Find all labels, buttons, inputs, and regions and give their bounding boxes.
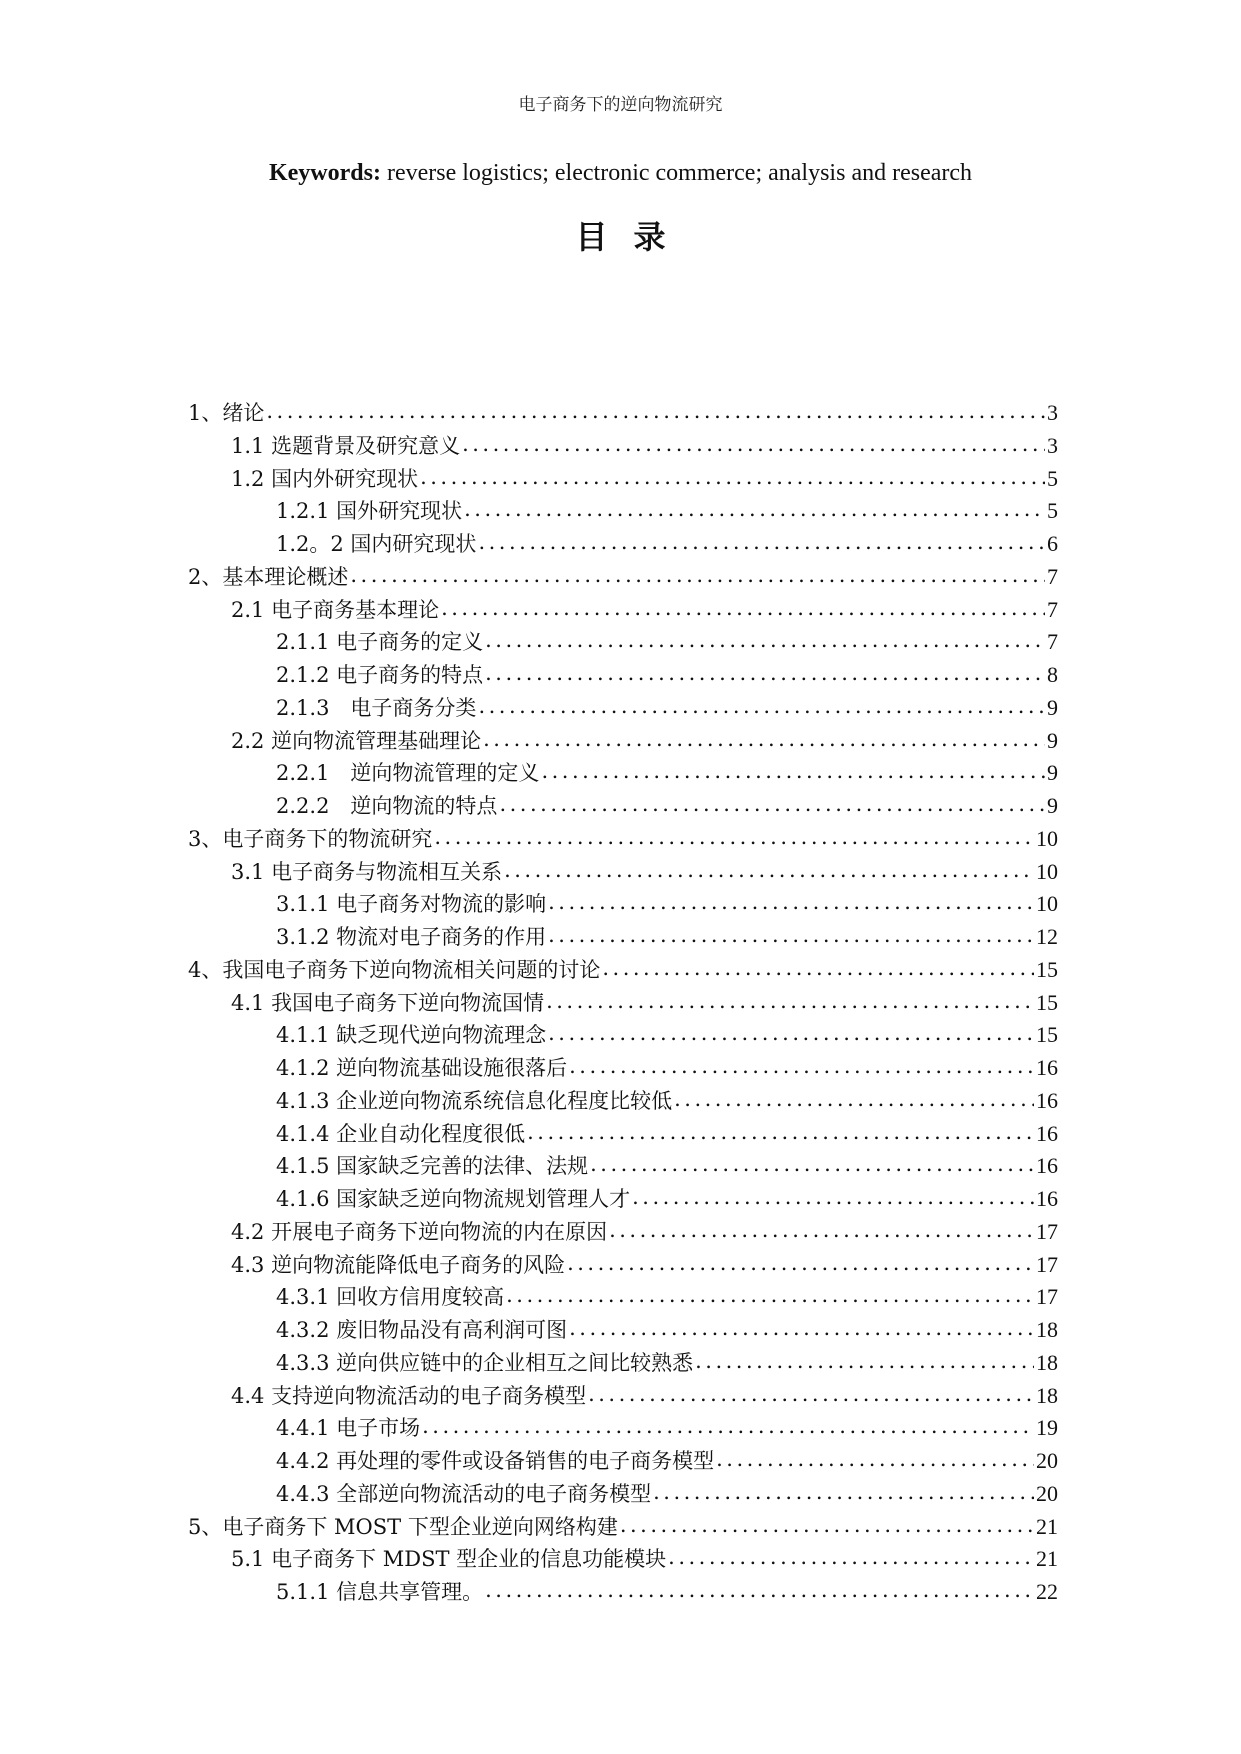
toc-entry-label: 3.1.1 电子商务对物流的影响 xyxy=(276,892,547,917)
toc-entry-page-number: 19 xyxy=(1036,1415,1058,1441)
toc-entry-label: 4.3.1 回收方信用度较高 xyxy=(276,1285,505,1310)
toc-dot-leader xyxy=(504,858,1034,882)
toc-dot-leader xyxy=(548,923,1034,947)
toc-dot-leader xyxy=(569,1316,1034,1340)
toc-entry[interactable] xyxy=(188,1314,1058,1347)
toc-dot-leader xyxy=(441,596,1045,620)
toc-entry-page-number: 5 xyxy=(1047,498,1058,524)
toc-entry[interactable] xyxy=(188,1511,1058,1544)
toc-dot-leader xyxy=(674,1087,1034,1111)
toc-entry-label: 5、电子商务下 MOST 下型企业逆向网络构建 xyxy=(188,1514,618,1539)
toc-entry[interactable] xyxy=(188,1478,1058,1511)
toc-dot-leader xyxy=(483,727,1045,751)
toc-entry-label: 4.4 支持逆向物流活动的电子商务模型 xyxy=(231,1383,587,1408)
toc-entry-label: 3、电子商务下的物流研究 xyxy=(188,826,433,851)
toc-entry-page-number: 7 xyxy=(1047,629,1058,655)
toc-entry[interactable] xyxy=(188,1445,1058,1478)
toc-entry-label: 4.1 我国电子商务下逆向物流国情 xyxy=(231,990,545,1015)
keywords-label: Keywords: xyxy=(268,160,381,186)
toc-entry-page-number: 16 xyxy=(1036,1186,1058,1211)
toc-entry-label: 5.1 电子商务下 MDST 型企业的信息功能模块 xyxy=(231,1547,667,1572)
toc-entry[interactable] xyxy=(188,725,1058,758)
toc-dot-leader xyxy=(609,1218,1034,1242)
toc-entry-page-number: 10 xyxy=(1036,891,1058,917)
toc-entry[interactable] xyxy=(188,626,1058,659)
toc-dot-leader xyxy=(485,1578,1034,1602)
toc-entry-page-number: 22 xyxy=(1036,1579,1058,1604)
toc-entry-label: 1.2 国内外研究现状 xyxy=(231,466,419,491)
toc-entry-label: 2.2.2 逆向物流的特点 xyxy=(276,794,498,818)
toc-dot-leader xyxy=(420,465,1045,489)
toc-entry[interactable] xyxy=(188,1150,1058,1183)
toc-dot-leader xyxy=(695,1349,1034,1373)
toc-dot-leader xyxy=(588,1382,1034,1406)
toc-entry-label: 4.1.5 国家缺乏完善的法律、法规 xyxy=(276,1154,589,1179)
toc-entry[interactable] xyxy=(188,790,1058,823)
toc-title: 目录 xyxy=(575,218,692,256)
toc-entry[interactable] xyxy=(188,1576,1058,1609)
toc-dot-leader xyxy=(569,1054,1034,1078)
toc-entry-page-number: 21 xyxy=(1036,1513,1058,1539)
toc-dot-leader xyxy=(546,989,1034,1013)
toc-entry-page-number: 18 xyxy=(1036,1349,1058,1375)
toc-entry[interactable] xyxy=(188,1052,1058,1085)
toc-dot-leader xyxy=(485,661,1045,685)
toc-entry-label: 2.1 电子商务基本理论 xyxy=(231,597,440,622)
toc-entry[interactable] xyxy=(188,1085,1058,1118)
toc-dot-leader xyxy=(499,792,1045,816)
toc-dot-leader xyxy=(434,825,1034,849)
toc-entry[interactable] xyxy=(188,1019,1058,1052)
toc-entry-page-number: 17 xyxy=(1036,1284,1058,1310)
toc-entry[interactable] xyxy=(188,1216,1058,1249)
toc-entry-label: 4.3.2 废旧物品没有高利润可图 xyxy=(276,1318,568,1342)
toc-entry-label: 4.4.2 再处理的零件或设备销售的电子商务模型 xyxy=(276,1449,715,1473)
toc-dot-leader xyxy=(541,759,1045,783)
toc-entry-page-number: 10 xyxy=(1036,825,1058,851)
toc-entry-label: 4.3 逆向物流能降低电子商务的风险 xyxy=(231,1252,566,1277)
toc-entry-label: 4.1.3 企业逆向物流系统信息化程度比较低 xyxy=(276,1088,673,1113)
toc-entry-page-number: 18 xyxy=(1036,1382,1058,1408)
toc-dot-leader xyxy=(567,1251,1034,1275)
toc-entry[interactable] xyxy=(188,1249,1058,1282)
toc-entry[interactable] xyxy=(188,987,1058,1020)
toc-entry[interactable] xyxy=(188,954,1058,987)
toc-dot-leader xyxy=(350,563,1045,587)
toc-entry-label: 1.2.1 国外研究现状 xyxy=(276,499,463,524)
toc-entry-page-number: 7 xyxy=(1047,596,1058,622)
toc-entry-page-number: 10 xyxy=(1036,858,1058,884)
toc-entry[interactable] xyxy=(188,659,1058,692)
toc-entry[interactable] xyxy=(188,1380,1058,1413)
toc-dot-leader xyxy=(653,1480,1034,1504)
toc-entry-page-number: 12 xyxy=(1036,924,1058,949)
toc-entry[interactable] xyxy=(188,921,1058,954)
toc-dot-leader xyxy=(716,1447,1034,1471)
toc-entry-page-number: 20 xyxy=(1036,1448,1058,1473)
toc-entry-label: 4.4.1 电子市场 xyxy=(276,1416,421,1441)
toc-entry-label: 3.1.2 物流对电子商务的作用 xyxy=(276,925,547,949)
toc-entry-label: 4.1.2 逆向物流基础设施很落后 xyxy=(276,1056,568,1080)
toc-entry-page-number: 9 xyxy=(1047,793,1058,818)
toc-entry[interactable] xyxy=(188,1118,1058,1151)
toc-entry-label: 4、我国电子商务下逆向物流相关问题的讨论 xyxy=(188,957,601,982)
toc-entry[interactable] xyxy=(188,495,1058,528)
toc-entry-label: 1.1 选题背景及研究意义 xyxy=(231,433,461,458)
toc-entry-page-number: 17 xyxy=(1036,1218,1058,1244)
toc-entry-label: 4.3.3 逆向供应链中的企业相互之间比较熟悉 xyxy=(276,1350,694,1375)
toc-entry[interactable] xyxy=(188,888,1058,921)
toc-entry[interactable] xyxy=(188,594,1058,627)
toc-entry-label: 2.2.1 逆向物流管理的定义 xyxy=(276,761,540,786)
toc-entry[interactable] xyxy=(188,528,1058,561)
toc-entry-page-number: 3 xyxy=(1047,432,1058,458)
toc-entry[interactable] xyxy=(188,692,1058,725)
toc-entry-page-number: 18 xyxy=(1036,1317,1058,1342)
toc-entry-page-number: 15 xyxy=(1036,989,1058,1015)
toc-dot-leader xyxy=(464,497,1045,521)
toc-entry[interactable] xyxy=(188,397,1058,430)
toc-entry-page-number: 16 xyxy=(1036,1087,1058,1113)
running-header: 电子商务下的逆向物流研究 xyxy=(518,95,723,115)
toc-entry[interactable] xyxy=(188,757,1058,790)
toc-entry-page-number: 15 xyxy=(1036,956,1058,982)
toc-dot-leader xyxy=(478,530,1045,554)
toc-entry-label: 1、绪论 xyxy=(188,401,265,425)
toc-entry-label: 2.1.1 电子商务的定义 xyxy=(276,630,484,655)
toc-entry[interactable] xyxy=(188,1412,1058,1445)
toc-dot-leader xyxy=(548,1021,1034,1045)
toc-entry-page-number: 3 xyxy=(1047,400,1058,425)
toc-entry-label: 5.1.1 信息共享管理。 xyxy=(276,1580,484,1604)
toc-entry[interactable] xyxy=(188,1347,1058,1380)
toc-entry-page-number: 16 xyxy=(1036,1055,1058,1080)
toc-entry-label: 2、基本理论概述 xyxy=(188,564,349,589)
table-of-contents xyxy=(188,397,1058,1609)
toc-entry-page-number: 15 xyxy=(1036,1022,1058,1048)
toc-dot-leader xyxy=(462,432,1045,456)
toc-entry-page-number: 6 xyxy=(1047,531,1058,556)
toc-entry-page-number: 9 xyxy=(1047,760,1058,786)
toc-dot-leader xyxy=(668,1545,1034,1569)
toc-entry-label: 3.1 电子商务与物流相互关系 xyxy=(231,859,503,884)
toc-entry-label: 4.4.3 全部逆向物流活动的电子商务模型 xyxy=(276,1481,652,1506)
toc-dot-leader xyxy=(620,1513,1034,1537)
toc-entry[interactable] xyxy=(188,1281,1058,1314)
toc-entry-label: 4.1.4 企业自动化程度很低 xyxy=(276,1121,526,1146)
toc-entry-page-number: 7 xyxy=(1047,563,1058,589)
toc-dot-leader xyxy=(548,890,1034,914)
toc-entry-label: 2.1.2 电子商务的特点 xyxy=(276,663,484,687)
toc-entry-label: 1.2。2 国内研究现状 xyxy=(276,532,477,556)
toc-dot-leader xyxy=(485,628,1045,652)
toc-entry-label: 4.1.1 缺乏现代逆向物流理念 xyxy=(276,1023,547,1048)
toc-dot-leader xyxy=(506,1283,1034,1307)
toc-entry-label: 4.2 开展电子商务下逆向物流的内在原因 xyxy=(231,1219,608,1244)
toc-dot-leader xyxy=(422,1414,1034,1438)
toc-dot-leader xyxy=(527,1120,1034,1144)
toc-entry[interactable] xyxy=(188,463,1058,496)
toc-entry[interactable] xyxy=(188,1183,1058,1216)
toc-entry-label: 4.1.6 国家缺乏逆向物流规划管理人才 xyxy=(276,1187,631,1211)
toc-dot-leader xyxy=(602,956,1034,980)
toc-entry-page-number: 9 xyxy=(1047,694,1058,720)
toc-dot-leader xyxy=(478,694,1045,718)
toc-entry[interactable] xyxy=(188,823,1058,856)
toc-entry-page-number: 8 xyxy=(1047,662,1058,687)
toc-entry-page-number: 21 xyxy=(1036,1546,1058,1572)
toc-entry-page-number: 5 xyxy=(1047,465,1058,491)
keywords-line xyxy=(0,160,1241,187)
toc-dot-leader xyxy=(266,399,1045,423)
toc-entry[interactable] xyxy=(188,1543,1058,1576)
toc-entry-page-number: 20 xyxy=(1036,1480,1058,1506)
keywords-text: reverse logistics; electronic commerce; analysis and research xyxy=(380,160,973,186)
toc-entry-page-number: 9 xyxy=(1047,727,1058,753)
toc-entry-label: 2.1.3 电子商务分类 xyxy=(276,695,477,720)
toc-dot-leader xyxy=(590,1152,1034,1176)
toc-dot-leader xyxy=(632,1185,1034,1209)
toc-entry-page-number: 17 xyxy=(1036,1251,1058,1277)
toc-entry[interactable] xyxy=(188,430,1058,463)
toc-entry[interactable] xyxy=(188,856,1058,889)
toc-entry-page-number: 16 xyxy=(1036,1153,1058,1179)
toc-entry[interactable] xyxy=(188,561,1058,594)
toc-entry-page-number: 16 xyxy=(1036,1120,1058,1146)
toc-entry-label: 2.2 逆向物流管理基础理论 xyxy=(231,728,482,753)
